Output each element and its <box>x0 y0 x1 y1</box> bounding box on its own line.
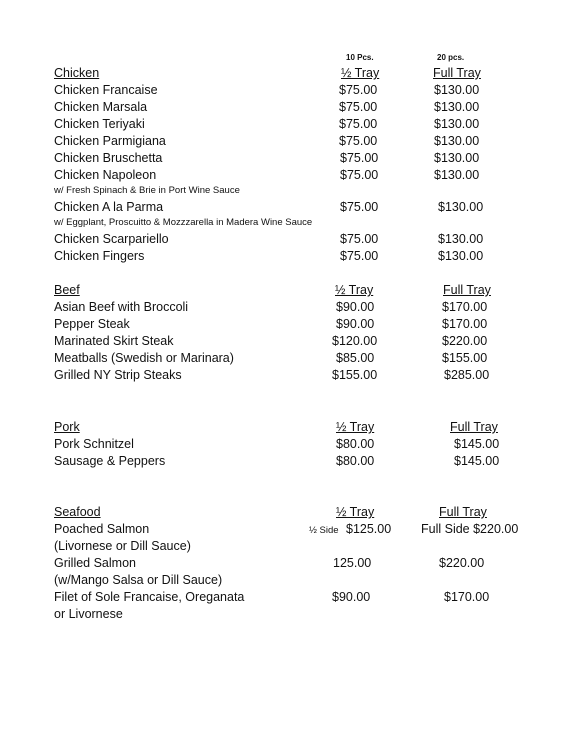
half-tray-price: $75.00 <box>340 249 379 263</box>
full-tray-price: $170.00 <box>442 317 488 331</box>
half-tray-price: $80.00 <box>336 437 375 451</box>
full-tray-price: $130.00 <box>434 134 480 148</box>
menu-item-name: Chicken A la Parma <box>54 200 164 214</box>
menu-item-name: Chicken Bruschetta <box>54 151 163 165</box>
half-tray-price: $90.00 <box>332 590 371 604</box>
menu-item-name: Grilled Salmon <box>54 556 136 570</box>
half-tray-price: $75.00 <box>340 232 379 246</box>
half-tray-price: $90.00 <box>336 317 375 331</box>
menu-item-note: w/ Fresh Spinach & Brie in Port Wine Sauce <box>54 185 240 196</box>
full-tray-price: $130.00 <box>434 117 480 131</box>
full-tray-price: $130.00 <box>434 100 480 114</box>
full-tray-piece-count: 20 pcs. <box>437 53 465 62</box>
chicken-half-tray-header: ½ Tray <box>341 66 380 80</box>
menu-item-note: w/ Eggplant, Proscuitto & Mozzzarella in Madera Wine Sauce <box>54 217 313 228</box>
half-tray-price: $75.00 <box>339 117 378 131</box>
full-tray-price: $130.00 <box>438 200 484 214</box>
half-tray-price: 125.00 <box>333 556 372 570</box>
chicken-full-tray-header: Full Tray <box>433 66 481 80</box>
seafood-section-title: Seafood <box>54 505 101 519</box>
menu-item-name: Chicken Napoleon <box>54 168 157 182</box>
half-tray-price: $75.00 <box>339 100 378 114</box>
menu-item-name: Poached Salmon <box>54 522 150 536</box>
full-tray-price: $130.00 <box>434 168 480 182</box>
half-side-label: ½ Side <box>309 525 339 536</box>
full-tray-price: $130.00 <box>434 151 480 165</box>
full-tray-price: $130.00 <box>438 249 484 263</box>
seafood-full-tray-header: Full Tray <box>439 505 487 519</box>
seafood-half-tray-header: ½ Tray <box>336 505 375 519</box>
menu-item-note: (Livornese or Dill Sauce) <box>54 539 191 553</box>
half-tray-price: $85.00 <box>336 351 375 365</box>
menu-item-name: Chicken Teriyaki <box>54 117 145 131</box>
half-tray-price: $125.00 <box>346 522 392 536</box>
beef-full-tray-header: Full Tray <box>443 283 491 297</box>
menu-item-name: Chicken Francaise <box>54 83 158 97</box>
full-tray-price: $145.00 <box>454 454 500 468</box>
menu-item-name: Sausage & Peppers <box>54 454 166 468</box>
full-tray-price: $155.00 <box>442 351 488 365</box>
menu-item-name: Chicken Parmigiana <box>54 134 166 148</box>
half-tray-price: $80.00 <box>336 454 375 468</box>
chicken-section-title: Chicken <box>54 66 100 80</box>
menu-item-name: Pepper Steak <box>54 317 130 331</box>
half-tray-price: $120.00 <box>332 334 378 348</box>
menu-item-name: Asian Beef with Broccoli <box>54 300 189 314</box>
menu-item-name: Filet of Sole Francaise, Oreganata <box>54 590 245 604</box>
pork-half-tray-header: ½ Tray <box>336 420 375 434</box>
menu-item-name: Chicken Fingers <box>54 249 145 263</box>
menu-item-name: Meatballs (Swedish or Marinara) <box>54 351 234 365</box>
full-tray-price: $170.00 <box>444 590 490 604</box>
full-tray-price: $130.00 <box>438 232 484 246</box>
menu-item-note: (w/Mango Salsa or Dill Sauce) <box>54 573 223 587</box>
half-tray-piece-count: 10 Pcs. <box>346 53 374 62</box>
menu-item-name: Chicken Scarpariello <box>54 232 169 246</box>
half-tray-price: $90.00 <box>336 300 375 314</box>
half-tray-price: $155.00 <box>332 368 378 382</box>
half-tray-price: $75.00 <box>340 168 379 182</box>
full-tray-price: Full Side $220.00 <box>421 522 519 536</box>
full-tray-price: $170.00 <box>442 300 488 314</box>
menu-item-name: Marinated Skirt Steak <box>54 334 174 348</box>
half-tray-price: $75.00 <box>340 151 379 165</box>
full-tray-price: $130.00 <box>434 83 480 97</box>
pork-full-tray-header: Full Tray <box>450 420 498 434</box>
half-tray-price: $75.00 <box>340 200 379 214</box>
full-tray-price: $285.00 <box>444 368 490 382</box>
beef-half-tray-header: ½ Tray <box>335 283 374 297</box>
half-tray-price: $75.00 <box>339 83 378 97</box>
menu-item-name: Chicken Marsala <box>54 100 148 114</box>
beef-section-title: Beef <box>54 283 80 297</box>
full-tray-price: $220.00 <box>439 556 485 570</box>
menu-item-note: or Livornese <box>54 607 123 621</box>
full-tray-price: $145.00 <box>454 437 500 451</box>
full-tray-price: $220.00 <box>442 334 488 348</box>
pork-section-title: Pork <box>54 420 80 434</box>
menu-item-name: Pork Schnitzel <box>54 437 134 451</box>
half-tray-price: $75.00 <box>339 134 378 148</box>
menu-item-name: Grilled NY Strip Steaks <box>54 368 182 382</box>
